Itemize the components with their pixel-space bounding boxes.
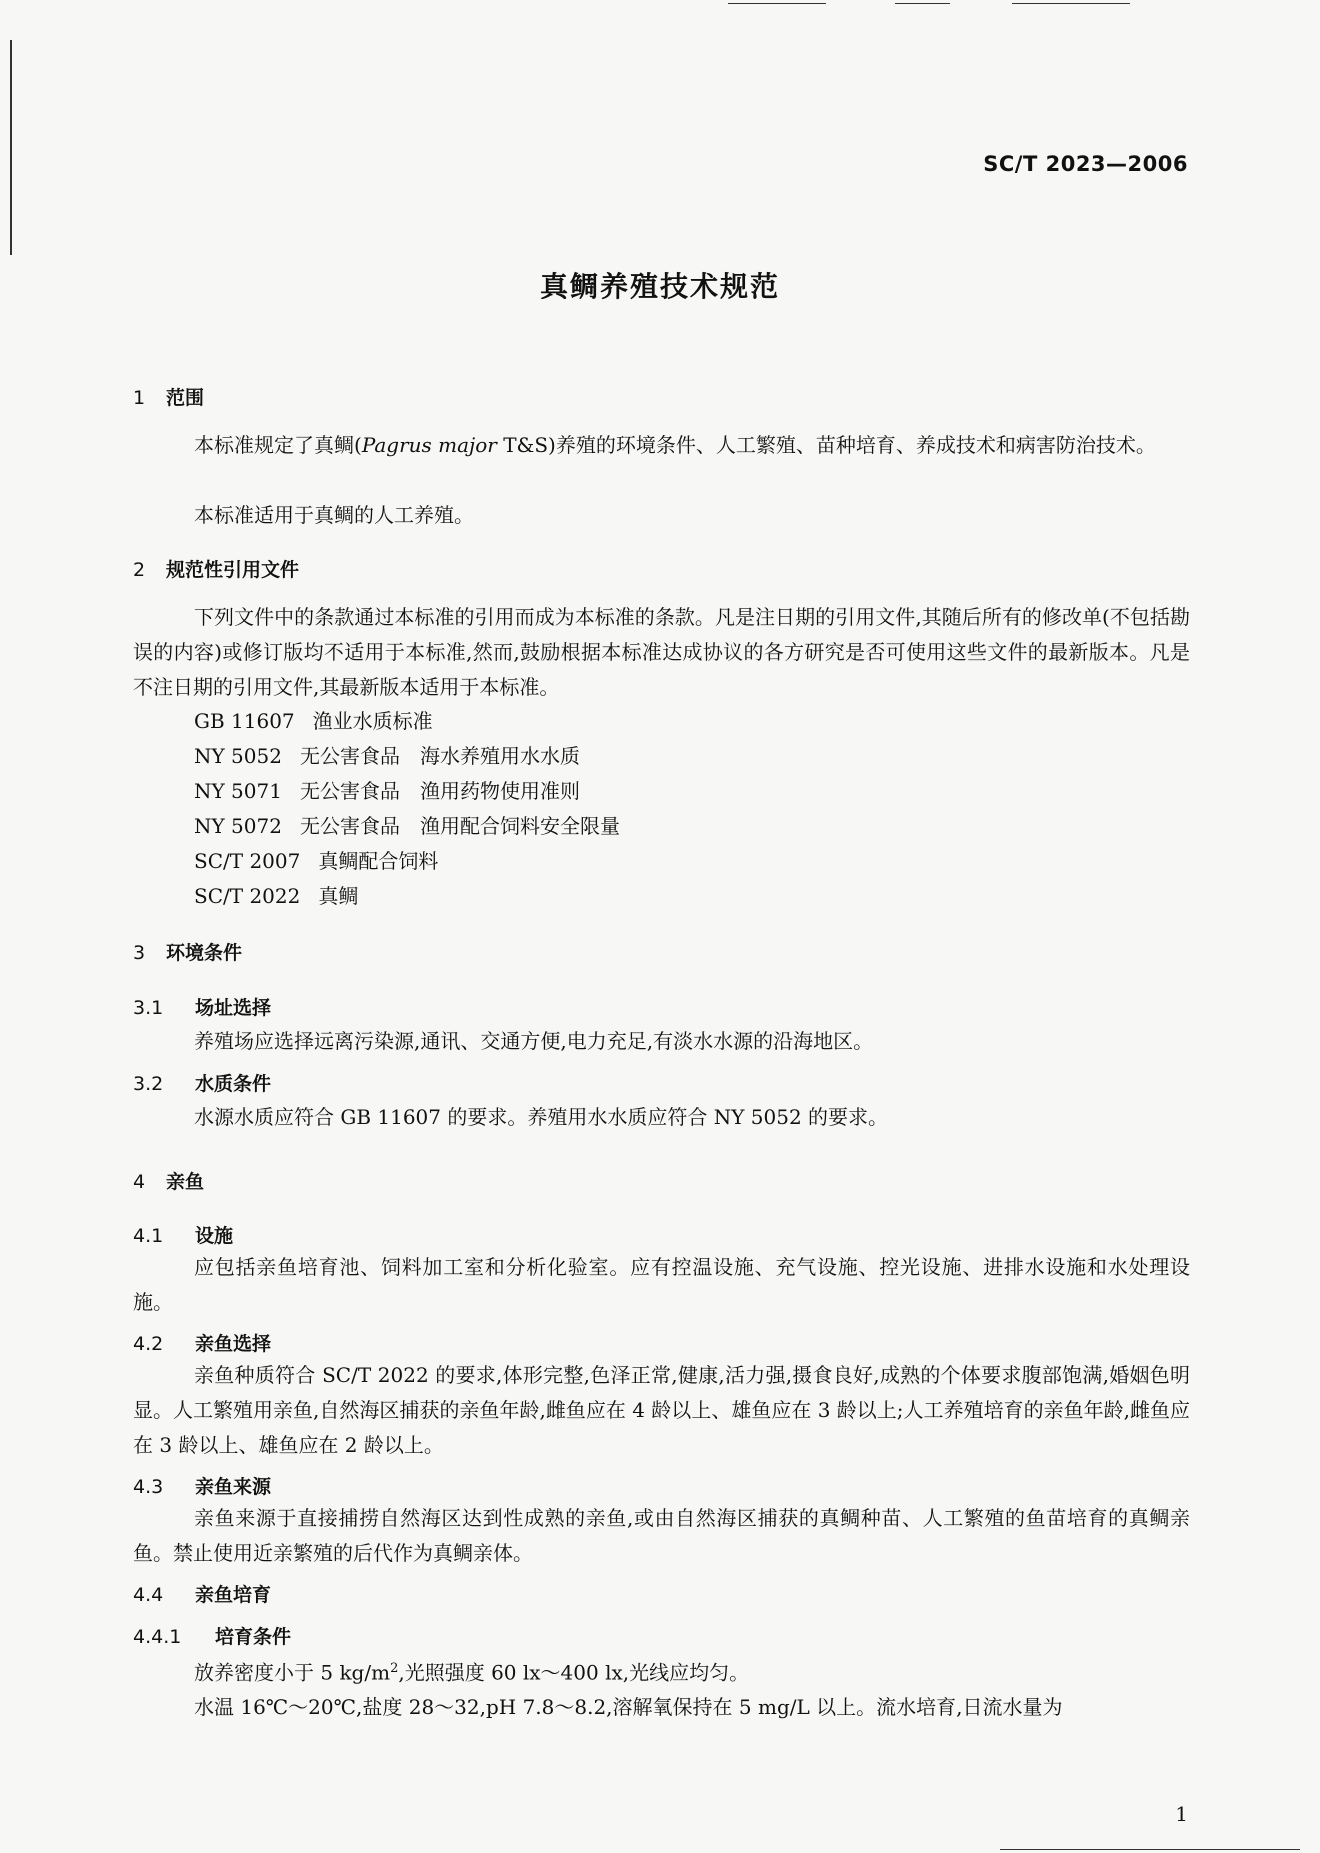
standard-code: SC/T 2023—2006 xyxy=(983,152,1188,176)
scan-artifact-top-line xyxy=(1012,3,1130,4)
reference-code: GB 11607 xyxy=(194,709,295,733)
scan-artifact-top-line xyxy=(895,3,950,4)
section-heading-1 xyxy=(133,383,204,410)
subsection-heading-3-1 xyxy=(133,993,271,1020)
reference-item xyxy=(194,880,358,909)
section-heading-2 xyxy=(133,555,299,582)
reference-name: 无公害食品 海水养殖用水水质 xyxy=(299,744,580,768)
site-selection-paragraph: 养殖场应选择远离污染源,通讯、交通方便,电力充足,有淡水水源的沿海地区。 xyxy=(194,1029,874,1053)
reference-name: 真鲷配合饲料 xyxy=(318,849,439,873)
water-quality-paragraph: 水源水质应符合 GB 11607 的要求。养殖用水水质应符合 NY 5052 的要求。 xyxy=(194,1105,889,1129)
subsection-heading-3-2 xyxy=(133,1069,271,1096)
text-run: 本标准规定了真鲷( xyxy=(194,433,362,457)
text-run: ,光照强度 60 lx～400 lx,光线应均匀。 xyxy=(398,1660,750,1685)
section-number: 4.3 xyxy=(133,1476,164,1498)
text-run: 放养密度小于 5 kg/m xyxy=(194,1660,391,1685)
scope-paragraph xyxy=(133,428,1190,463)
section-number: 4.1 xyxy=(133,1225,164,1247)
reference-name: 渔业水质标准 xyxy=(312,709,433,733)
subsection-heading-4-4-1 xyxy=(133,1622,291,1649)
section-number: 3.2 xyxy=(133,1073,164,1095)
facilities-paragraph: 应包括亲鱼培育池、饲料加工室和分析化验室。应有控温设施、充气设施、控光设施、进排水设施和水处理设施。 xyxy=(133,1255,1190,1314)
broodstock-source-paragraph: 亲鱼来源于直接捕捞自然海区达到性成熟的亲鱼,或由自然海区捕获的真鲷种苗、人工繁殖的鱼苗培育的真鲷亲鱼。禁止使用近亲繁殖的后代作为真鲷亲体。 xyxy=(133,1506,1190,1565)
section-number: 3 xyxy=(133,942,146,964)
section-number: 3.1 xyxy=(133,997,164,1019)
scan-artifact-bottom-line xyxy=(1000,1849,1300,1850)
reference-code: NY 5072 xyxy=(194,814,282,838)
reference-name: 无公害食品 渔用配合饲料安全限量 xyxy=(299,814,620,838)
page-number: 1 xyxy=(1175,1802,1188,1826)
reference-code: SC/T 2022 xyxy=(194,884,301,908)
species-name: Pagrus major xyxy=(361,433,497,457)
section-title: 环境条件 xyxy=(166,942,243,964)
reference-item xyxy=(194,740,580,769)
scan-artifact-top-line xyxy=(728,3,826,4)
section-title: 亲鱼培育 xyxy=(195,1584,272,1606)
reference-code: NY 5052 xyxy=(194,744,282,768)
section-number: 4.4 xyxy=(133,1584,164,1606)
reference-code: SC/T 2007 xyxy=(194,849,301,873)
section-heading-3 xyxy=(133,938,242,965)
reference-name: 无公害食品 渔用药物使用准则 xyxy=(299,779,580,803)
text-run: T&S)养殖的环境条件、人工繁殖、苗种培育、养成技术和病害防治技术。 xyxy=(496,433,1156,457)
section-title: 规范性引用文件 xyxy=(166,559,300,581)
reference-item xyxy=(194,775,580,804)
references-intro-paragraph: 下列文件中的条款通过本标准的引用而成为本标准的条款。凡是注日期的引用文件,其随后所有的修改单(不包括勘误的内容)或修订版均不适用于本标准,然而,鼓励根据本标准达成协议的各方研究是否可使用这些文件的最新版本。凡是不注日期的引用文件,其最新版本适用于本标准。 xyxy=(133,605,1190,699)
section-number: 4.4.1 xyxy=(133,1626,182,1648)
reference-name: 真鲷 xyxy=(318,884,359,908)
culture-conditions-paragraph-2: 水温 16℃～20℃,盐度 28～32,pH 7.8～8.2,溶解氧保持在 5 mg/L 以上。流水培育,日流水量为 xyxy=(194,1695,1063,1719)
reference-item xyxy=(194,705,433,734)
scan-artifact-left-edge xyxy=(10,40,12,255)
section-number: 2 xyxy=(133,559,146,581)
section-number: 1 xyxy=(133,387,146,409)
culture-conditions-paragraph-1 xyxy=(133,1651,1190,1691)
section-title: 亲鱼来源 xyxy=(195,1476,272,1498)
subsection-heading-4-2 xyxy=(133,1329,271,1356)
section-title: 亲鱼选择 xyxy=(195,1333,272,1355)
section-title: 水质条件 xyxy=(195,1073,272,1095)
broodstock-selection-paragraph: 亲鱼种质符合 SC/T 2022 的要求,体形完整,色泽正常,健康,活力强,摄食良好,成熟的个体要求腹部饱满,婚姻色明显。人工繁殖用亲鱼,自然海区捕获的亲鱼年龄,雌鱼应在 4 龄以上、雄鱼应在 3 龄以上;人工养殖培育的亲鱼年龄,雌鱼应在 3 龄以上、雄鱼应在 2 龄以上。 xyxy=(133,1363,1190,1457)
section-title: 亲鱼 xyxy=(166,1171,205,1193)
subsection-heading-4-1 xyxy=(133,1221,233,1248)
document-title: 真鲷养殖技术规范 xyxy=(539,270,780,303)
section-title: 培育条件 xyxy=(215,1626,292,1648)
section-title: 设施 xyxy=(195,1225,234,1247)
reference-item xyxy=(194,810,620,839)
superscript: 2 xyxy=(390,1661,399,1676)
section-number: 4.2 xyxy=(133,1333,164,1355)
reference-item xyxy=(194,845,438,874)
scope-applicability-paragraph: 本标准适用于真鲷的人工养殖。 xyxy=(194,503,474,527)
subsection-heading-4-3 xyxy=(133,1472,271,1499)
section-heading-4 xyxy=(133,1167,204,1194)
section-number: 4 xyxy=(133,1171,146,1193)
section-title: 场址选择 xyxy=(195,997,272,1019)
section-title: 范围 xyxy=(166,387,205,409)
subsection-heading-4-4 xyxy=(133,1580,271,1607)
reference-code: NY 5071 xyxy=(194,779,282,803)
